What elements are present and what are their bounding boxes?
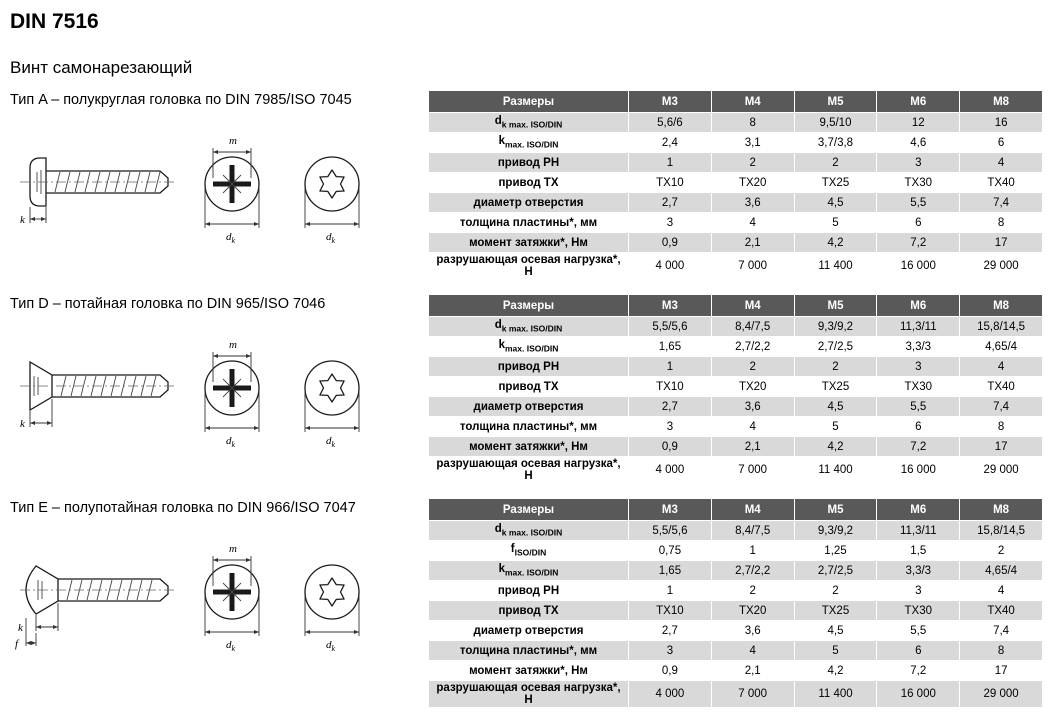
value-cell: 7,2 <box>877 233 960 253</box>
value-cell: 4,65/4 <box>960 561 1043 581</box>
section-left-column <box>10 90 428 255</box>
value-cell: 0,9 <box>629 437 712 457</box>
spec-table <box>428 498 1043 708</box>
value-cell: 2,1 <box>711 437 794 457</box>
value-cell: 8,4/7,5 <box>711 317 794 337</box>
row-label: диаметр отверстия <box>429 193 629 213</box>
table-row <box>429 193 1043 213</box>
value-cell: 3 <box>877 357 960 377</box>
column-header: M8 <box>960 499 1043 521</box>
value-cell: 2,7/2,5 <box>794 561 877 581</box>
value-cell: 7,2 <box>877 437 960 457</box>
svg-text:f: f <box>15 638 19 650</box>
table-row <box>429 113 1043 133</box>
value-cell: 4 <box>711 213 794 233</box>
value-cell: 3,3/3 <box>877 337 960 357</box>
value-cell: 17 <box>960 437 1043 457</box>
svg-text:dk: $d_k$ <box>226 435 236 449</box>
table-row <box>429 153 1043 173</box>
value-cell: TX10 <box>629 377 712 397</box>
value-cell: 7,2 <box>877 661 960 681</box>
screw-drawing-svg <box>10 324 390 454</box>
value-cell: TX30 <box>877 377 960 397</box>
value-cell: TX20 <box>711 173 794 193</box>
value-cell: 3 <box>629 213 712 233</box>
value-cell: 4 <box>960 581 1043 601</box>
value-cell: 29 000 <box>960 681 1043 708</box>
spec-table <box>428 90 1043 280</box>
row-label: момент затяжки*, Нм <box>429 437 629 457</box>
svg-text:m: m <box>229 339 237 351</box>
value-cell: 2,7 <box>629 193 712 213</box>
value-cell: 0,9 <box>629 233 712 253</box>
section-left-column <box>10 498 428 663</box>
value-cell: 1 <box>629 153 712 173</box>
screw-side-view-drawing <box>20 362 176 430</box>
value-cell: 6 <box>877 213 960 233</box>
row-label: $k_{max. ISO/DIN}$ <box>429 337 629 357</box>
svg-text:dk: $d_k$ <box>226 231 236 245</box>
page-subtitle: Винт самонарезающий <box>10 58 193 77</box>
value-cell: 2,4 <box>629 133 712 153</box>
value-cell: 1,5 <box>877 541 960 561</box>
column-header: Размеры <box>429 91 629 113</box>
row-label: привод TX <box>429 601 629 621</box>
value-cell: TX25 <box>794 377 877 397</box>
value-cell: 8,4/7,5 <box>711 521 794 541</box>
value-cell: 15,8/14,5 <box>960 317 1043 337</box>
value-cell: 5,5 <box>877 193 960 213</box>
screw-type-section <box>10 294 1043 484</box>
value-cell: 4 000 <box>629 253 712 280</box>
section-heading: Тип D – потайная головка по DIN 965/ISO 7046 <box>10 296 326 312</box>
phillips-recess-drawing <box>205 135 259 245</box>
screw-side-view-drawing <box>20 158 176 226</box>
svg-text:k: k <box>20 214 25 226</box>
column-header: M4 <box>711 295 794 317</box>
value-cell: 1 <box>629 581 712 601</box>
value-cell: 4 <box>711 641 794 661</box>
value-cell: 8 <box>960 641 1043 661</box>
table-row <box>429 317 1043 337</box>
table-row <box>429 621 1043 641</box>
table-header-row <box>429 499 1043 521</box>
value-cell: 8 <box>960 213 1043 233</box>
column-header: M6 <box>877 499 960 521</box>
row-label: $d_{k max. ISO/DIN}$ <box>429 113 629 133</box>
table-header-row <box>429 91 1043 113</box>
svg-text:k: k <box>18 622 23 634</box>
value-cell: 4 <box>960 357 1043 377</box>
row-label: толщина пластины*, мм <box>429 641 629 661</box>
value-cell: 2 <box>711 581 794 601</box>
table-row <box>429 417 1043 437</box>
value-cell: 11,3/11 <box>877 521 960 541</box>
value-cell: 2 <box>794 357 877 377</box>
value-cell: TX10 <box>629 173 712 193</box>
value-cell: 7 000 <box>711 681 794 708</box>
column-header: M8 <box>960 91 1043 113</box>
column-header: M6 <box>877 295 960 317</box>
value-cell: 2 <box>711 153 794 173</box>
value-cell: 2 <box>794 581 877 601</box>
table-row <box>429 233 1043 253</box>
column-header: M6 <box>877 91 960 113</box>
section-heading: Тип E – полупотайная головка по DIN 966/ISO 7047 <box>10 500 356 516</box>
row-label: $d_{k max. ISO/DIN}$ <box>429 317 629 337</box>
row-label: разрушающая осевая нагрузка*, Н <box>429 457 629 484</box>
value-cell: 3,6 <box>711 397 794 417</box>
value-cell: 6 <box>960 133 1043 153</box>
section-left-column <box>10 294 428 459</box>
table-row <box>429 437 1043 457</box>
value-cell: 5,6/6 <box>629 113 712 133</box>
torx-recess-drawing <box>305 565 359 653</box>
value-cell: TX40 <box>960 377 1043 397</box>
value-cell: TX20 <box>711 377 794 397</box>
technical-drawings <box>10 528 428 663</box>
value-cell: 4 000 <box>629 457 712 484</box>
table-row <box>429 133 1043 153</box>
row-label: $d_{k max. ISO/DIN}$ <box>429 521 629 541</box>
value-cell: 5,5/5,6 <box>629 317 712 337</box>
svg-text:dk: $d_k$ <box>226 639 236 653</box>
column-header: M5 <box>794 295 877 317</box>
spec-table <box>428 294 1043 484</box>
value-cell: 6 <box>877 641 960 661</box>
row-label: разрушающая осевая нагрузка*, Н <box>429 681 629 708</box>
value-cell: 12 <box>877 113 960 133</box>
table-row <box>429 641 1043 661</box>
table-header-row <box>429 295 1043 317</box>
value-cell: 17 <box>960 661 1043 681</box>
table-body <box>429 317 1043 484</box>
table-row <box>429 213 1043 233</box>
value-cell: 2 <box>794 153 877 173</box>
value-cell: 2,1 <box>711 233 794 253</box>
value-cell: 4,6 <box>877 133 960 153</box>
table-row <box>429 253 1043 280</box>
svg-text:m: m <box>229 543 237 555</box>
value-cell: 4 <box>960 153 1043 173</box>
value-cell: 1 <box>629 357 712 377</box>
value-cell: 7 000 <box>711 253 794 280</box>
value-cell: TX30 <box>877 173 960 193</box>
value-cell: 0,75 <box>629 541 712 561</box>
value-cell: 2 <box>711 357 794 377</box>
value-cell: 3,7/3,8 <box>794 133 877 153</box>
value-cell: 11 400 <box>794 681 877 708</box>
column-header: Размеры <box>429 295 629 317</box>
value-cell: 9,3/9,2 <box>794 317 877 337</box>
value-cell: 16 000 <box>877 457 960 484</box>
table-row <box>429 357 1043 377</box>
row-label: привод PH <box>429 357 629 377</box>
table-body <box>429 521 1043 708</box>
value-cell: 5 <box>794 641 877 661</box>
value-cell: 7,4 <box>960 397 1043 417</box>
value-cell: 16 000 <box>877 253 960 280</box>
value-cell: 3,6 <box>711 621 794 641</box>
table-row <box>429 397 1043 417</box>
row-label: привод PH <box>429 581 629 601</box>
value-cell: 9,5/10 <box>794 113 877 133</box>
value-cell: 4 000 <box>629 681 712 708</box>
value-cell: 1,65 <box>629 561 712 581</box>
value-cell: 4,2 <box>794 661 877 681</box>
screw-side-view-drawing <box>15 566 176 650</box>
value-cell: 5,5/5,6 <box>629 521 712 541</box>
table-body <box>429 113 1043 280</box>
value-cell: TX20 <box>711 601 794 621</box>
value-cell: 5,5 <box>877 621 960 641</box>
value-cell: 3 <box>877 153 960 173</box>
value-cell: 17 <box>960 233 1043 253</box>
table-row <box>429 337 1043 357</box>
row-label: $k_{max. ISO/DIN}$ <box>429 133 629 153</box>
row-label: момент затяжки*, Нм <box>429 233 629 253</box>
row-label: диаметр отверстия <box>429 397 629 417</box>
value-cell: 3 <box>629 417 712 437</box>
value-cell: 3 <box>629 641 712 661</box>
value-cell: 4,65/4 <box>960 337 1043 357</box>
column-header: M3 <box>629 499 712 521</box>
screw-drawing-svg <box>10 120 390 250</box>
value-cell: 2,7/2,5 <box>794 337 877 357</box>
value-cell: 2,7 <box>629 397 712 417</box>
column-header: M5 <box>794 499 877 521</box>
value-cell: 2,7/2,2 <box>711 561 794 581</box>
value-cell: 4,2 <box>794 437 877 457</box>
technical-drawings <box>10 324 428 459</box>
table-row <box>429 661 1043 681</box>
value-cell: 2,7 <box>629 621 712 641</box>
phillips-recess-drawing <box>205 339 259 449</box>
table-row <box>429 541 1043 561</box>
row-label: разрушающая осевая нагрузка*, Н <box>429 253 629 280</box>
value-cell: 3,6 <box>711 193 794 213</box>
value-cell: 7,4 <box>960 621 1043 641</box>
table-row <box>429 173 1043 193</box>
value-cell: 4,5 <box>794 193 877 213</box>
svg-text:m: m <box>229 135 237 147</box>
value-cell: 4,5 <box>794 397 877 417</box>
row-label: $f_{ISO/DIN}$ <box>429 541 629 561</box>
table-row <box>429 561 1043 581</box>
table-row <box>429 377 1043 397</box>
value-cell: 0,9 <box>629 661 712 681</box>
value-cell: TX40 <box>960 173 1043 193</box>
column-header: M4 <box>711 91 794 113</box>
value-cell: 5 <box>794 213 877 233</box>
torx-recess-drawing <box>305 157 359 245</box>
value-cell: 16 000 <box>877 681 960 708</box>
phillips-recess-drawing <box>205 543 259 653</box>
value-cell: TX10 <box>629 601 712 621</box>
table-row <box>429 601 1043 621</box>
value-cell: 1 <box>711 541 794 561</box>
value-cell: 1,25 <box>794 541 877 561</box>
svg-text:dk: $d_k$ <box>326 435 336 449</box>
row-label: привод TX <box>429 173 629 193</box>
row-label: $k_{max. ISO/DIN}$ <box>429 561 629 581</box>
value-cell: 11 400 <box>794 457 877 484</box>
torx-recess-drawing <box>305 361 359 449</box>
column-header: M4 <box>711 499 794 521</box>
value-cell: 7,4 <box>960 193 1043 213</box>
value-cell: TX25 <box>794 173 877 193</box>
column-header: M3 <box>629 91 712 113</box>
value-cell: 2,7/2,2 <box>711 337 794 357</box>
value-cell: 11 400 <box>794 253 877 280</box>
row-label: толщина пластины*, мм <box>429 213 629 233</box>
value-cell: 4 <box>711 417 794 437</box>
svg-text:dk: $d_k$ <box>326 639 336 653</box>
svg-text:dk: $d_k$ <box>326 231 336 245</box>
value-cell: 1,65 <box>629 337 712 357</box>
value-cell: 5,5 <box>877 397 960 417</box>
sections-container <box>10 90 1043 708</box>
value-cell: 2,1 <box>711 661 794 681</box>
value-cell: 9,3/9,2 <box>794 521 877 541</box>
value-cell: 4,5 <box>794 621 877 641</box>
value-cell: 8 <box>711 113 794 133</box>
value-cell: 3,3/3 <box>877 561 960 581</box>
svg-text:k: k <box>20 418 25 430</box>
row-label: привод TX <box>429 377 629 397</box>
value-cell: 15,8/14,5 <box>960 521 1043 541</box>
table-row <box>429 457 1043 484</box>
value-cell: 8 <box>960 417 1043 437</box>
table-row <box>429 681 1043 708</box>
value-cell: 5 <box>794 417 877 437</box>
value-cell: 6 <box>877 417 960 437</box>
row-label: момент затяжки*, Нм <box>429 661 629 681</box>
technical-drawings <box>10 120 428 255</box>
value-cell: 2 <box>960 541 1043 561</box>
screw-type-section <box>10 498 1043 708</box>
value-cell: 16 <box>960 113 1043 133</box>
table-row <box>429 521 1043 541</box>
value-cell: 7 000 <box>711 457 794 484</box>
page-title: DIN 7516 <box>10 10 99 33</box>
table-row <box>429 581 1043 601</box>
value-cell: TX30 <box>877 601 960 621</box>
row-label: толщина пластины*, мм <box>429 417 629 437</box>
screw-drawing-svg <box>10 528 390 658</box>
value-cell: 3,1 <box>711 133 794 153</box>
row-label: привод PH <box>429 153 629 173</box>
value-cell: 29 000 <box>960 457 1043 484</box>
section-heading: Тип A – полукруглая головка по DIN 7985/ISO 7045 <box>10 92 352 108</box>
column-header: M5 <box>794 91 877 113</box>
column-header: M3 <box>629 295 712 317</box>
value-cell: TX25 <box>794 601 877 621</box>
screw-type-section <box>10 90 1043 280</box>
value-cell: TX40 <box>960 601 1043 621</box>
value-cell: 11,3/11 <box>877 317 960 337</box>
value-cell: 4,2 <box>794 233 877 253</box>
column-header: Размеры <box>429 499 629 521</box>
value-cell: 29 000 <box>960 253 1043 280</box>
row-label: диаметр отверстия <box>429 621 629 641</box>
value-cell: 3 <box>877 581 960 601</box>
column-header: M8 <box>960 295 1043 317</box>
